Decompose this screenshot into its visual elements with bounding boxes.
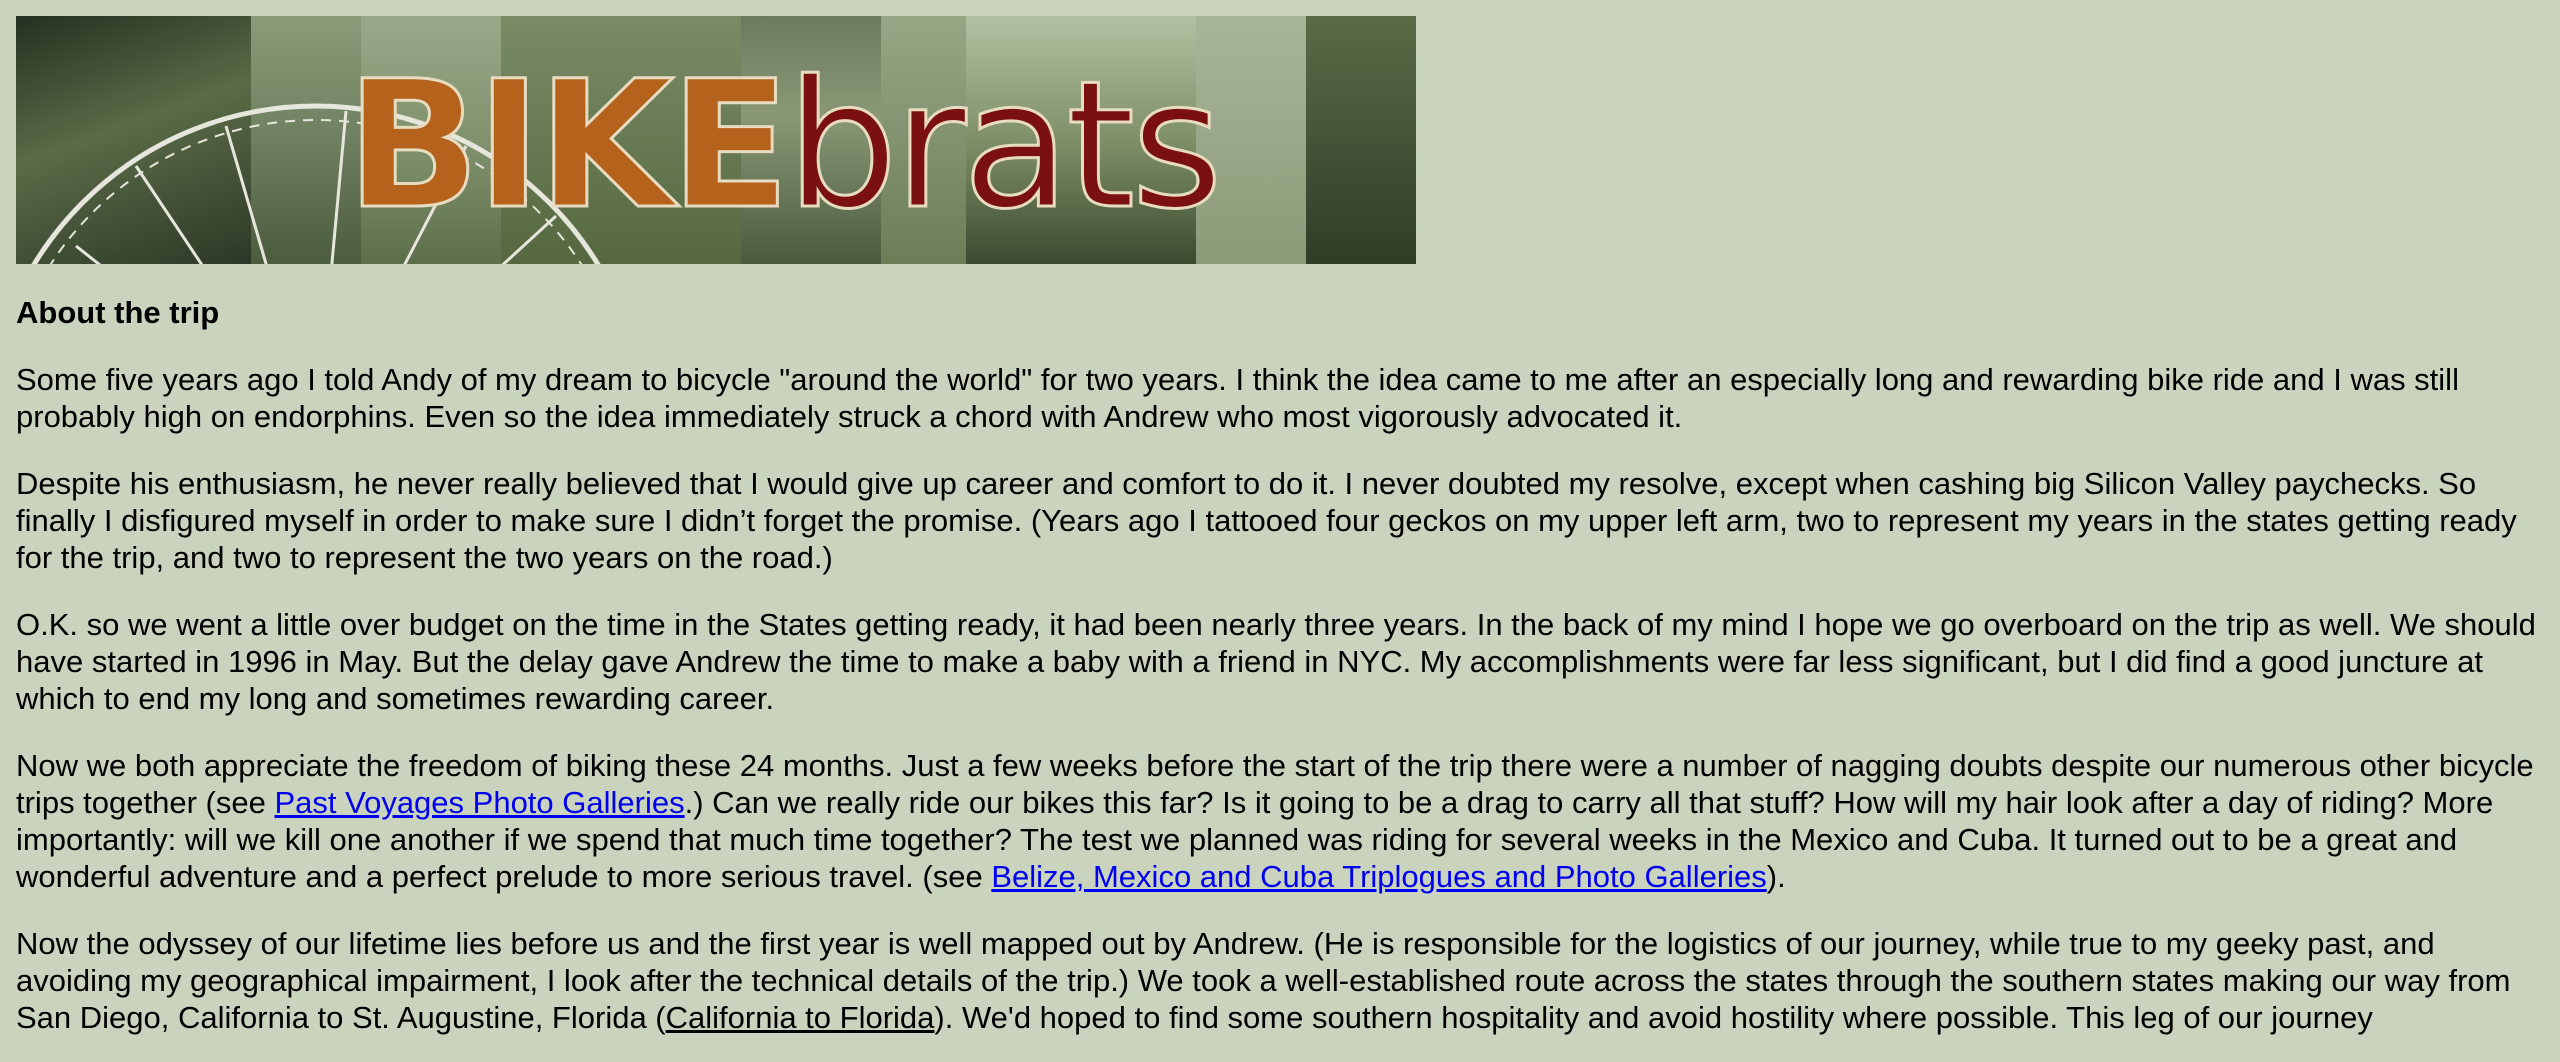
paragraph-4-text-a: Now we both appreciate the freedom of biking these 24 months. Just a few weeks before the start of the trip there were a number of nagging doubts despite our numerous other bicycle trips together (see [16, 748, 2534, 820]
bikebrats-banner [16, 16, 1416, 264]
california-to-florida-link[interactable]: California to Florida [665, 1000, 935, 1035]
paragraph-5 [16, 925, 2552, 1036]
paragraph-5-text-b: ). We'd hoped to find some southern hospitality and avoid hostility where possible. This leg of our journey [934, 1000, 2373, 1035]
paragraph-4-text-c: ). [1766, 859, 1786, 894]
paragraph-4-text-b: .) Can we really ride our bikes this far? Is it going to be a drag to carry all that stuff? How will my hair look after a day of riding? More importantly: will we kill one another if we spend that much time together? The test we planned was riding for several weeks in the Mexico and Cuba. It turned out to be a great and wonderful adventure and a perfect prelude to more serious travel. (see [16, 785, 2494, 894]
page-heading: About the trip [16, 295, 220, 330]
belize-mexico-cuba-link[interactable]: Belize, Mexico and Cuba Triplogues and Photo Galleries [991, 859, 1767, 894]
paragraph-4 [16, 747, 2552, 895]
logo-bike-text: BIKE [346, 43, 787, 248]
page [16, 16, 2552, 1036]
logo-brats-text: brats [786, 43, 1219, 248]
paragraph-5-text-a: Now the odyssey of our lifetime lies before us and the first year is well mapped out by Andrew. (He is responsible for the logistics of our journey, while true to my geeky past, and avoiding my geographical impairment, I look after the technical details of the trip.) We took a well-established route across the states through the southern states making our way from San Diego, California to St. Augustine, Florida ( [16, 926, 2511, 1035]
bikebrats-logo [346, 43, 1219, 248]
paragraph-3: O.K. so we went a little over budget on the time in the States getting ready, it had been nearly three years. In the back of my mind I hope we go overboard on the trip as well. We should have started in 1996 in May. But the delay gave Andrew the time to make a baby with a friend in NYC. My accomplishments were far less significant, but I did find a good juncture at which to end my long and sometimes rewarding career. [16, 607, 2536, 716]
past-voyages-link[interactable]: Past Voyages Photo Galleries [274, 785, 685, 820]
paragraph-2: Despite his enthusiasm, he never really believed that I would give up career and comfort to do it. I never doubted my resolve, except when cashing big Silicon Valley paychecks. So finally I disfigured myself in order to make sure I didn’t forget the promise. (Years ago I tattooed four geckos on my upper left arm, two to represent my years in the states getting ready for the trip, and two to represent the two years on the road.) [16, 466, 2517, 575]
paragraph-1: Some five years ago I told Andy of my dream to bicycle "around the world" for two years. I think the idea came to me after an especially long and rewarding bike ride and I was still probably high on endorphins. Even so the idea immediately struck a chord with Andrew who most vigorously advocated it. [16, 362, 2459, 434]
